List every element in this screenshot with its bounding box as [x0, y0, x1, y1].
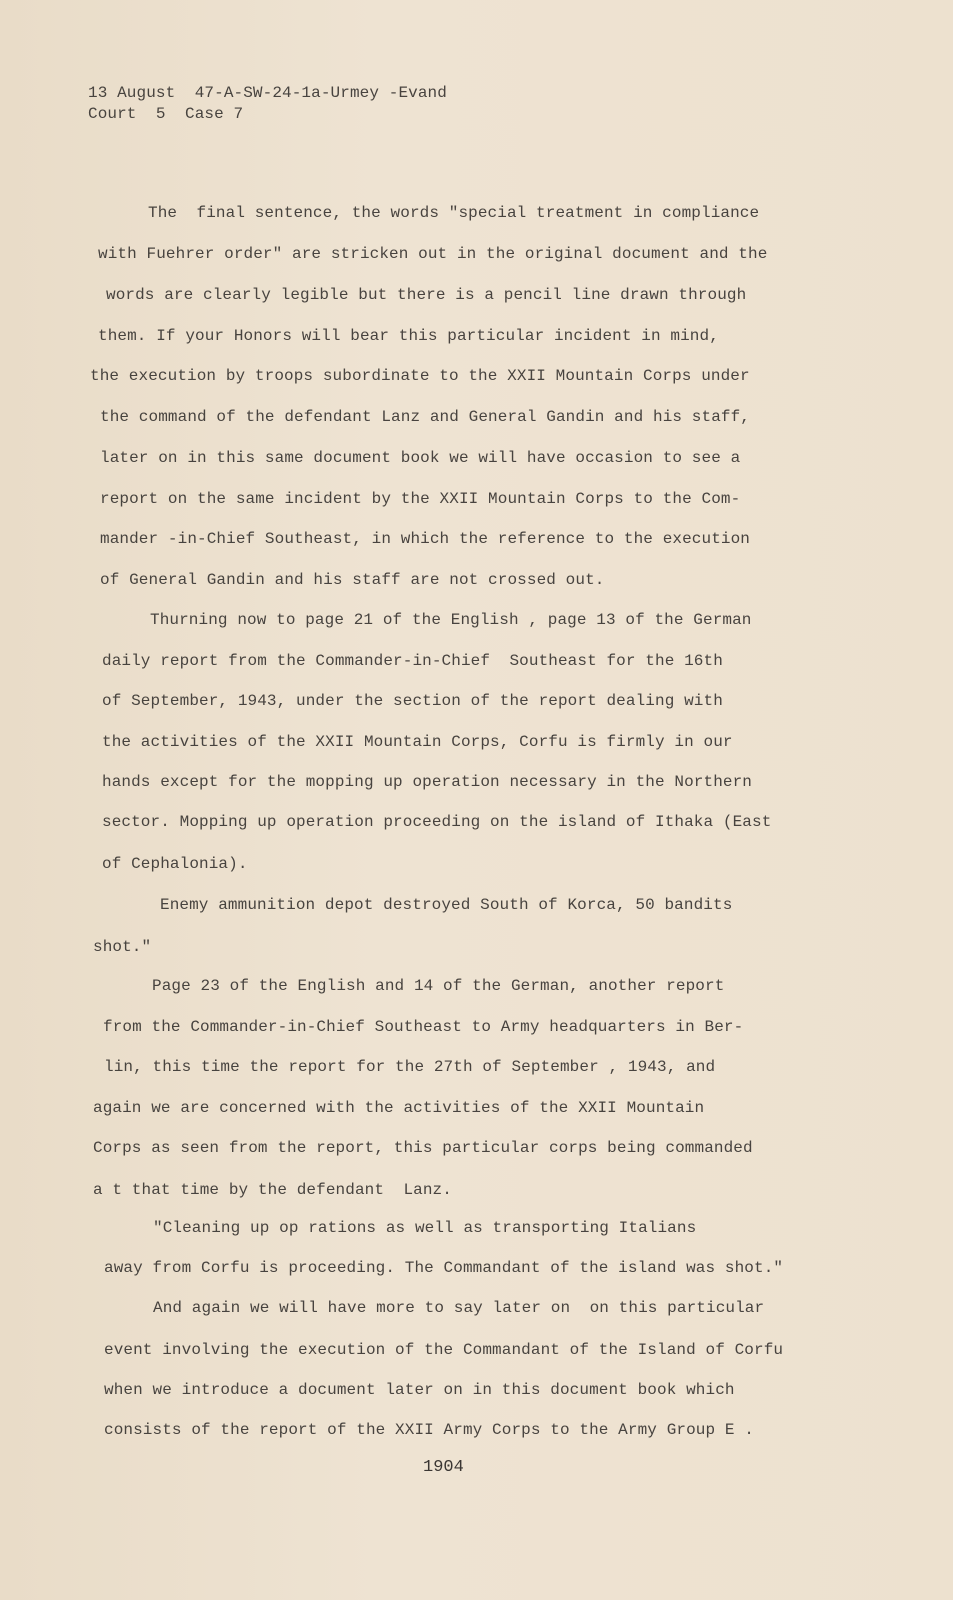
text-line: The final sentence, the words "special treatment in compliance	[148, 204, 760, 222]
text-line: Page 23 of the English and 14 of the German, another report	[152, 977, 725, 995]
text-line: again we are concerned with the activities of the XXII Mountain	[93, 1099, 705, 1117]
text-line: when we introduce a document later on in this document book which	[104, 1381, 735, 1399]
text-line: away from Corfu is proceeding. The Commandant of the island was shot."	[104, 1259, 784, 1277]
text-line: the execution by troops subordinate to the XXII Mountain Corps under	[90, 367, 750, 385]
text-line: from the Commander-in-Chief Southeast to Army headquarters in Ber-	[103, 1018, 744, 1036]
header-court-case: Court 5 Case 7	[88, 105, 244, 123]
text-line: Corps as seen from the report, this particular corps being commanded	[93, 1139, 753, 1157]
text-line: Thurning now to page 21 of the English , page 13 of the German	[150, 611, 752, 629]
text-line: of General Gandin and his staff are not crossed out.	[100, 571, 605, 589]
text-line: daily report from the Commander-in-Chief Southeast for the 16th	[102, 652, 723, 670]
text-line: And again we will have more to say later on on this particular	[153, 1299, 765, 1317]
text-line: words are clearly legible but there is a pencil line drawn through	[106, 286, 747, 304]
text-line: of Cephalonia).	[102, 855, 248, 873]
text-line: the command of the defendant Lanz and General Gandin and his staff,	[100, 408, 751, 426]
text-line: consists of the report of the XXII Army Corps to the Army Group E .	[104, 1421, 755, 1439]
header-reference: 13 August 47-A-SW-24-1a-Urmey -Evand	[88, 84, 447, 102]
text-line: hands except for the mopping up operation necessary in the Northern	[102, 773, 753, 791]
text-line: of September, 1943, under the section of the report dealing with	[102, 692, 723, 710]
text-line: lin, this time the report for the 27th of September , 1943, and	[104, 1058, 716, 1076]
text-line: a t that time by the defendant Lanz.	[93, 1181, 452, 1199]
text-line: them. If your Honors will bear this particular incident in mind,	[98, 327, 719, 345]
text-line: "Cleaning up op rations as well as transporting Italians	[153, 1219, 697, 1237]
text-line: with Fuehrer order" are stricken out in the original document and the	[98, 245, 768, 263]
text-line: later on in this same document book we will have occasion to see a	[100, 449, 741, 467]
text-line: sector. Mopping up operation proceeding on the island of Ithaka (East	[102, 813, 772, 831]
text-line: the activities of the XXII Mountain Corps, Corfu is firmly in our	[102, 733, 733, 751]
text-line: event involving the execution of the Commandant of the Island of Corfu	[104, 1341, 784, 1359]
text-line: shot."	[93, 938, 152, 956]
text-line: Enemy ammunition depot destroyed South of Korca, 50 bandits	[160, 896, 733, 914]
page-number: 1904	[423, 1458, 464, 1477]
text-line: report on the same incident by the XXII Mountain Corps to the Com-	[100, 490, 741, 508]
text-line: mander -in-Chief Southeast, in which the reference to the execution	[100, 530, 751, 548]
